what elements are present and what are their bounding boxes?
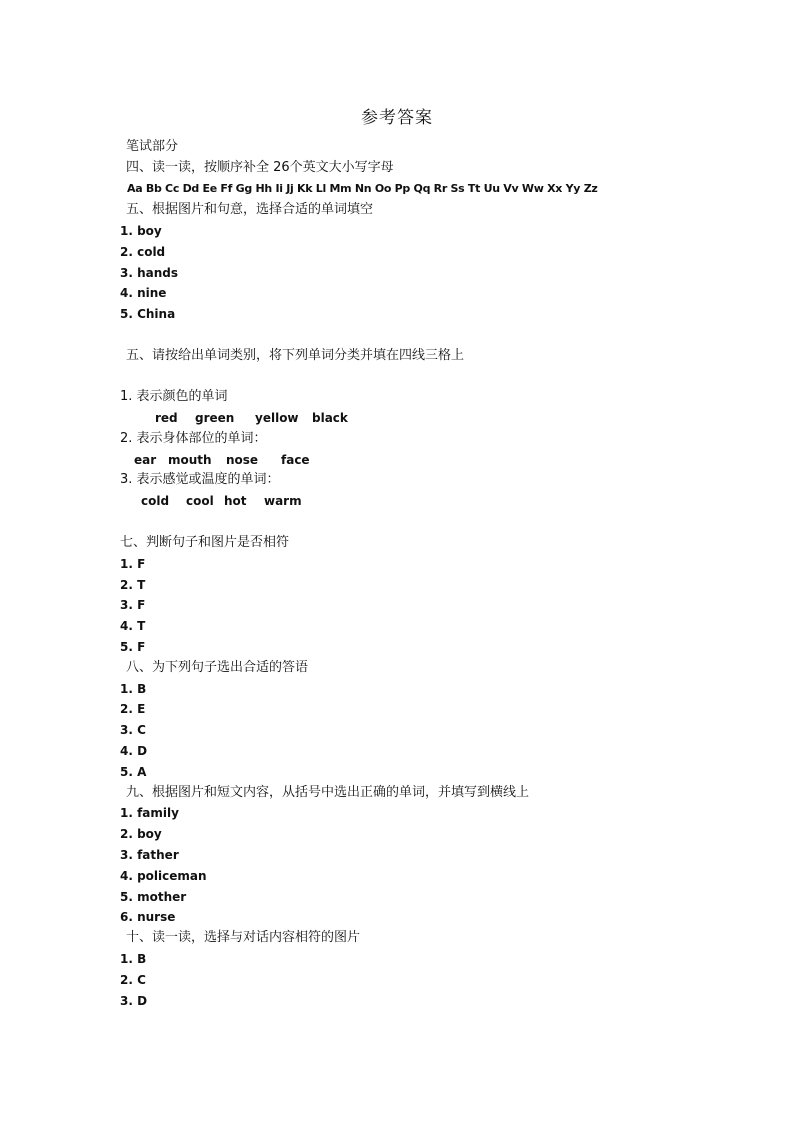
color-words-label: 1. 表示颜色的单词 xyxy=(120,389,228,404)
feeling-words-row xyxy=(141,493,302,509)
word-hot: hot xyxy=(224,494,247,508)
section-9-answer-5: 5. mother xyxy=(120,890,187,904)
section-4-heading: 四、读一读，按顺序补全 26个英文大小写字母 xyxy=(126,160,394,175)
color-words-row xyxy=(155,410,348,426)
section-10-answer-1: 1. B xyxy=(120,952,147,966)
word-warm: warm xyxy=(264,494,302,508)
word-nose: nose xyxy=(226,453,259,467)
section-7-answer-4: 4. T xyxy=(120,619,146,633)
section-9-heading: 九、根据图片和短文内容，从括号中选出正确的单词，并填写到横线上 xyxy=(126,785,530,800)
word-black: black xyxy=(312,411,348,425)
written-part-label: 笔试部分 xyxy=(126,139,179,154)
word-red: red xyxy=(155,411,178,425)
word-mouth: mouth xyxy=(168,453,212,467)
section-9-answer-1: 1. family xyxy=(120,806,179,820)
section-10-answer-3: 3. D xyxy=(120,994,148,1008)
section-8-answer-1: 1. B xyxy=(120,682,147,696)
section-10-answer-2: 2. C xyxy=(120,973,146,987)
section-9-answer-2: 2. boy xyxy=(120,827,162,841)
section-7-answer-2: 2. T xyxy=(120,578,146,592)
section-8-heading: 八、为下列句子选出合适的答语 xyxy=(126,660,309,675)
section-9-answer-6: 6. nurse xyxy=(120,910,176,924)
section-8-answer-2: 2. E xyxy=(120,702,146,716)
page-title: 参考答案 xyxy=(361,108,433,128)
section-5a-answer-3: 3. hands xyxy=(120,266,179,280)
word-face: face xyxy=(281,453,310,467)
section-9-answer-4: 4. policeman xyxy=(120,869,207,883)
section-9-answer-3: 3. father xyxy=(120,848,179,862)
section-8-answer-5: 5. A xyxy=(120,765,147,779)
feeling-words-label: 3. 表示感觉或温度的单词： xyxy=(120,472,280,487)
alphabet-answer: Aa Bb Cc Dd Ee Ff Gg Hh Ii Jj Kk Ll Mm Nn Oo Pp Qq Rr Ss Tt Uu Vv Ww Xx Yy Zz xyxy=(127,182,598,195)
word-cool: cool xyxy=(186,494,214,508)
section-5a-answer-5: 5. China xyxy=(120,307,176,321)
section-7-heading: 七、判断句子和图片是否相符 xyxy=(120,535,290,550)
section-7-answer-5: 5. F xyxy=(120,640,146,654)
section-5a-answer-1: 1. boy xyxy=(120,224,162,238)
word-yellow: yellow xyxy=(255,411,299,425)
word-green: green xyxy=(195,411,235,425)
word-cold: cold xyxy=(141,494,170,508)
section-5a-heading: 五、根据图片和句意，选择合适的单词填空 xyxy=(126,202,374,217)
word-ear: ear xyxy=(134,453,157,467)
section-5a-answer-2: 2. cold xyxy=(120,245,166,259)
body-words-label: 2. 表示身体部位的单词： xyxy=(120,431,267,446)
section-8-answer-4: 4. D xyxy=(120,744,148,758)
section-7-answer-1: 1. F xyxy=(120,557,146,571)
section-8-answer-3: 3. C xyxy=(120,723,146,737)
section-7-answer-3: 3. F xyxy=(120,598,146,612)
section-5a-answer-4: 4. nine xyxy=(120,286,167,300)
body-words-row xyxy=(134,452,310,468)
section-10-heading: 十、读一读，选择与对话内容相符的图片 xyxy=(126,930,361,945)
section-5b-heading: 五、请按给出单词类别，将下列单词分类并填在四线三格上 xyxy=(126,348,465,363)
